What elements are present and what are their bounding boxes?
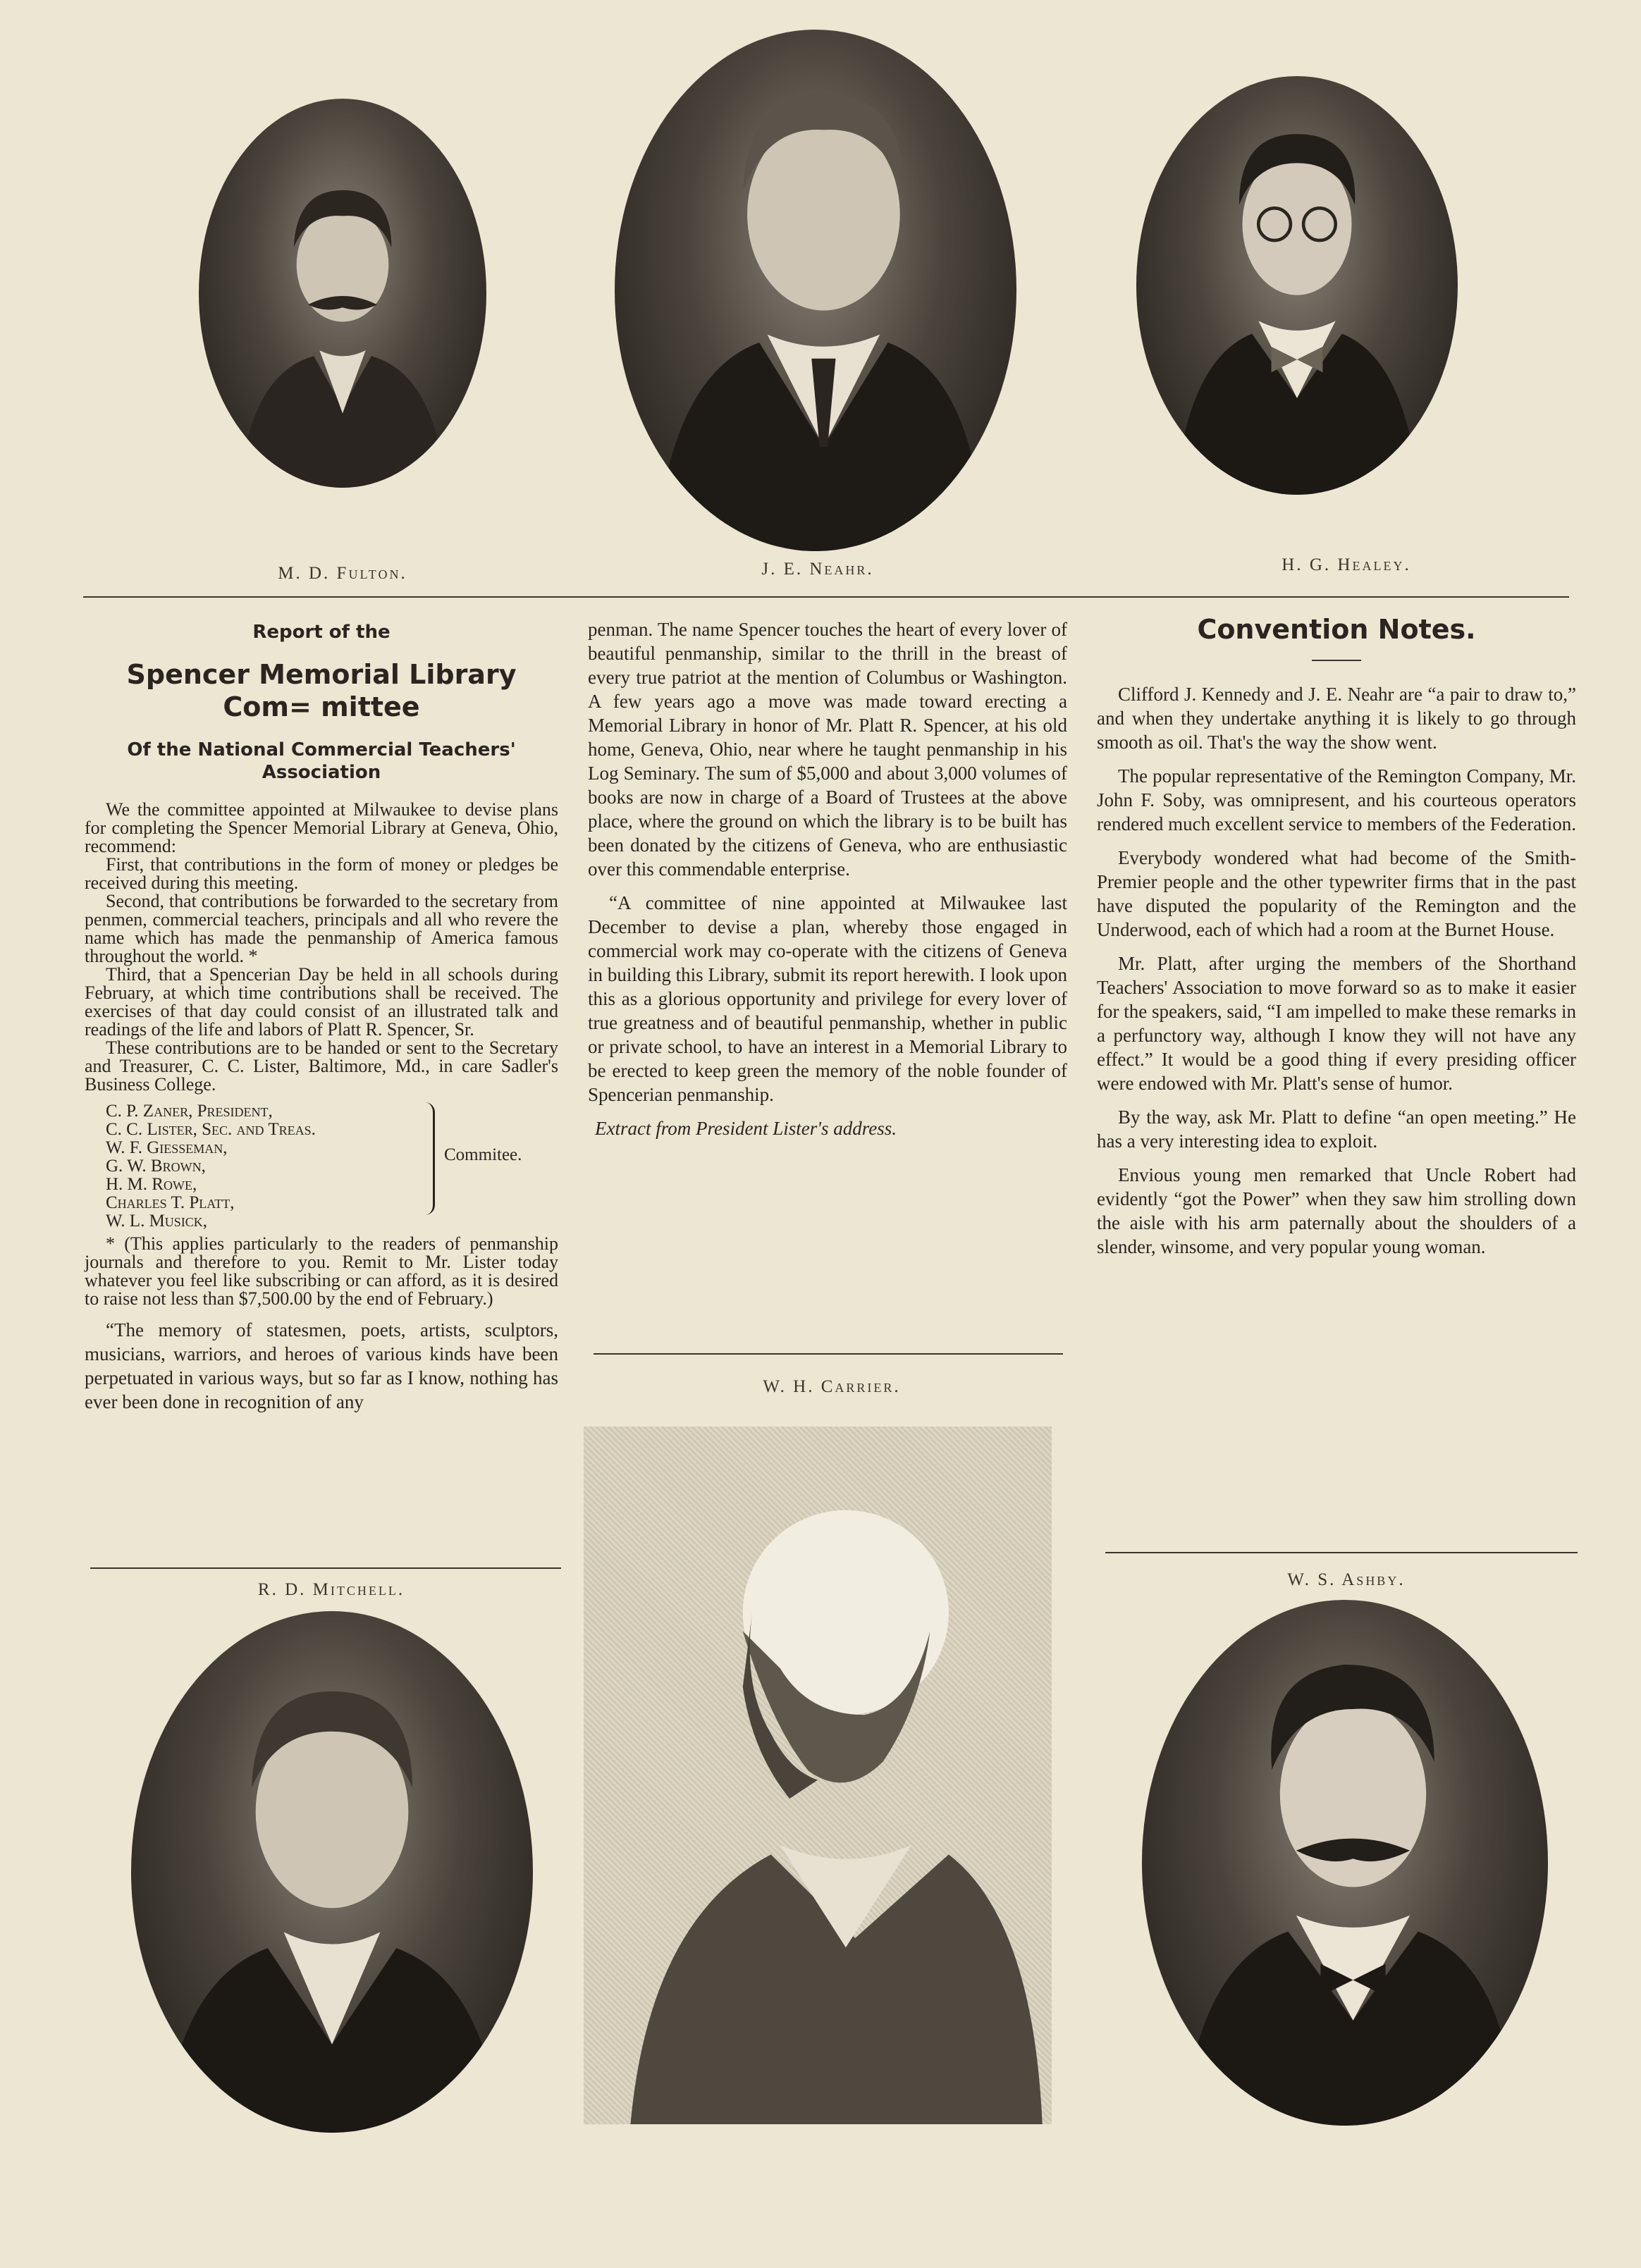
title-rule (1312, 660, 1361, 661)
report-quote: “The memory of statesmen, poets, artists, sculptors, musicians, warriors, and heroes of various kinds have been perpetuated in various ways, but so far as I know, nothing has ever been done in recognition of any (85, 1319, 558, 1412)
man-portrait-icon (131, 1611, 533, 2133)
left-bottom-divider (90, 1567, 561, 1569)
notes-paragraph-2: The popular representative of the Remington Company, Mr. John F. Soby, was omnipresent, and his courteous operators rendered much excellent service to members of the Federation. (1097, 765, 1576, 834)
man-portrait-icon (1142, 1600, 1548, 2126)
committee-member: W. L. Musick, (106, 1212, 208, 1231)
middle-divider (594, 1353, 1063, 1355)
caption-healey: H. G. Healey. (1282, 555, 1411, 574)
report-subtitle: Of the National Commercial Teachers' Association (127, 739, 516, 783)
man-portrait-icon (199, 99, 486, 488)
caption-ashby: W. S. Ashby. (1287, 1570, 1406, 1589)
notes-paragraph-1: Clifford J. Kennedy and J. E. Neahr are “a pair to draw to,” and when they undertake anything it is likely to go through smooth as oil. That's the way the show went. (1097, 684, 1576, 753)
committee-list (85, 1102, 558, 1231)
report-paragraph-1: We the committee appointed at Milwaukee to devise plans for completing the Spencer Memorial Library at Geneva, Ohio, recommend: (85, 799, 558, 856)
man-portrait-icon (615, 30, 1016, 551)
report-paragraph-3: Second, that contributions be forwarded to the secretary from penmen, commercial teachers, principals and all who revere the name which has made the penmanship of America famous throughout the world. * (85, 891, 558, 966)
committee-member: G. W. Brown, (106, 1157, 206, 1176)
report-column (85, 620, 558, 1414)
committee-member: C. P. Zaner, President, (106, 1102, 273, 1121)
portrait-healey (1136, 76, 1458, 495)
report-paragraph-4: Third, that a Spencerian Day be held in all schools during February, at which time contributions shall be received. The exercises of that day could consist of an illustrated talk and readings of the life and labors of Platt R. Spencer, Sr. (85, 964, 558, 1040)
portrait-neahr (615, 30, 1016, 551)
brace-icon (423, 1102, 435, 1215)
middle-paragraph-2: “A committee of nine appointed at Milwaukee last December to devise a plan, whereby those engaged in commercial work may co-operate with the citizens of Geneva in building this Library, submit its report herewith. I look upon this as a glorious opportunity and privilege for every lover of true greatness and of beautiful penmanship, whether in public or private school, to have an interest in a Memorial Library to be erected to keep green the memory of the noble founder of Spencerian penmanship. (588, 892, 1067, 1105)
extract-attribution: Extract from President Lister's address. (595, 1118, 897, 1139)
middle-paragraph-1: penman. The name Spencer touches the heart of every lover of beautiful penmanship, similar to the thrill in the breast of every true patriot at the mention of Columbus or Washington. A few years ago a move was made toward erecting a Memorial Library in honor of Mr. Platt R. Spencer, at his old home, Geneva, Ohio, near where he taught penmanship in his Log Seminary. The sum of $5,000 and about 3,000 volumes of books are now in charge of a Board of Trustees at the above place, where the ground on which the library is to be built has been donated by the citizens of Geneva, who are enthusiastic over this commendable enterprise. (588, 619, 1067, 880)
notes-paragraph-5: By the way, ask Mr. Platt to define “an open meeting.” He has a very interesting idea to exploit. (1097, 1107, 1576, 1152)
report-kicker: Report of the (252, 622, 391, 643)
notes-paragraph-3: Everybody wondered what had become of the Smith-Premier people and the other typewriter firms that in the past have disputed the popularity of the Remington and the Underwood, each of which had a room at the Burnet House. (1097, 847, 1576, 940)
man-engraving-icon (584, 1426, 1052, 2124)
caption-mitchell: R. D. Mitchell. (257, 1580, 405, 1599)
right-bottom-divider (1105, 1552, 1578, 1553)
report-footnote: * (This applies particularly to the readers of penmanship journals and therefore to you. Remit to Mr. Lister today whatever you feel like subscribing or can afford, as it is desired to raise not less than $7,500.00 by the end of February.) (85, 1233, 558, 1309)
committee-member: Charles T. Platt, (106, 1193, 235, 1212)
notes-paragraph-6: Envious young men remarked that Uncle Robert had evidently “got the Power” when they saw him strolling down the aisle with his arm paternally about the shoulders of a slender, winsome, and very popular young woman. (1097, 1164, 1576, 1257)
report-paragraph-2: First, that contributions in the form of money or pledges be received during this meeting. (85, 854, 558, 893)
middle-column (588, 617, 1067, 1140)
report-paragraph-5: These contributions are to be handed or sent to the Secretary and Treasurer, C. C. Lister, Baltimore, Md., in care Sadler's Business College. (85, 1037, 558, 1095)
caption-neahr: J. E. Neahr. (761, 560, 874, 579)
man-portrait-icon (1136, 76, 1458, 495)
committee-member: C. C. Lister, Sec. and Treas. (106, 1120, 316, 1139)
notes-title: Convention Notes. (1197, 614, 1476, 645)
portrait-mitchell (131, 1611, 533, 2133)
top-divider (83, 596, 1569, 598)
report-title: Spencer Memorial Library Com= mittee (126, 659, 517, 722)
notes-paragraph-4: Mr. Platt, after urging the members of the Shorthand Teachers' Association to move forward so as to make it easier for the speakers, said, “I am impelled to make these remarks in a perfunctory way, although I know they will not have any effect.” It would be a good thing if every presiding officer were endowed with Mr. Platt's sense of humor. (1097, 953, 1577, 1094)
caption-carrier: W. H. Carrier. (763, 1377, 901, 1396)
committee-member: W. F. Giesseman, (106, 1138, 228, 1157)
engraving-carrier (584, 1426, 1052, 2124)
portrait-fulton (199, 99, 486, 488)
committee-label: Commitee. (444, 1145, 522, 1164)
caption-fulton: M. D. Fulton. (278, 564, 407, 583)
committee-member: H. M. Rowe, (106, 1175, 197, 1194)
notes-column (1097, 613, 1576, 1259)
portrait-ashby (1142, 1600, 1548, 2126)
